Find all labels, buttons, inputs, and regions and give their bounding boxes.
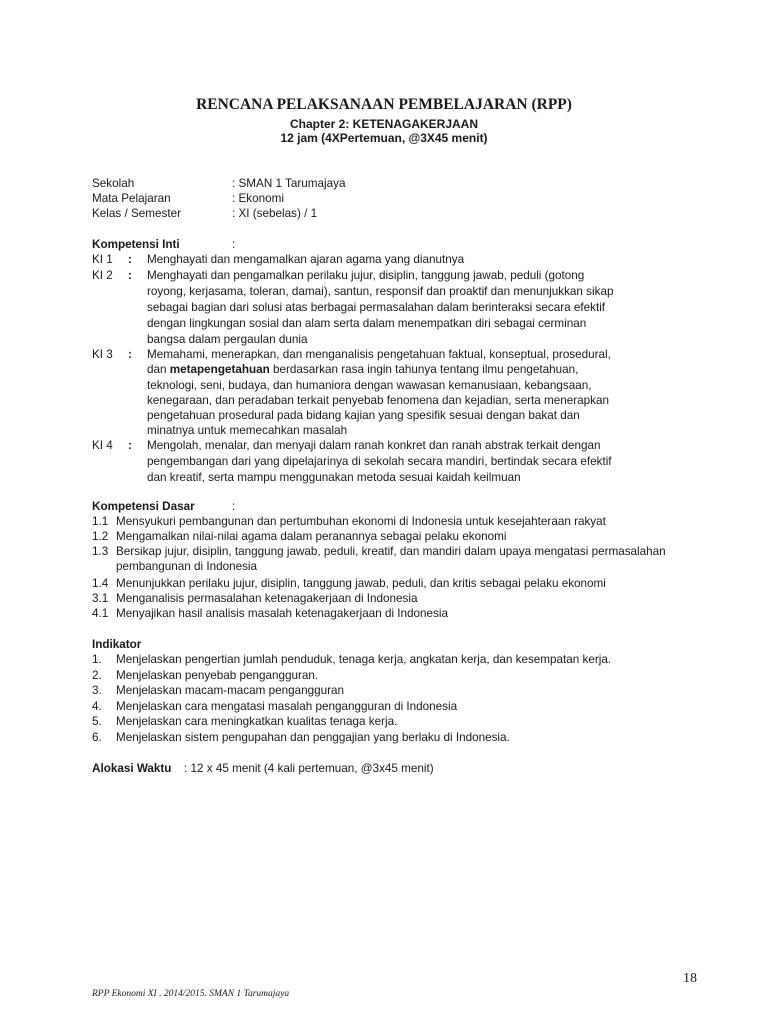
ki-code: KI 3 <box>92 348 113 361</box>
document-title: RENCANA PELAKSANAAN PEMBELAJARAN (RPP) <box>196 96 572 113</box>
indikator-text: Menjelaskan macam-macam pengangguran <box>116 684 345 697</box>
ki-text-line: dengan lingkungan sosial dan alam serta dalam menempatkan diri sebagai cerminan <box>147 317 587 330</box>
kd-number: 1.1 <box>92 515 109 528</box>
ki-separator: : <box>128 253 132 266</box>
indikator-number: 4. <box>92 700 102 713</box>
ki-text-line <box>147 362 578 377</box>
indikator-number: 3. <box>92 684 102 697</box>
ki-text-line: Mengolah, menalar, dan menyaji dalam ranah konkret dan ranah abstrak terkait dengan <box>147 439 601 452</box>
indikator-number: 2. <box>92 669 102 682</box>
indikator-text: Menjelaskan cara mengatasi masalah pengangguran di Indonesia <box>116 700 458 713</box>
ki-text-line: Menghayati dan mengamalkan ajaran agama yang dianutnya <box>147 253 465 266</box>
ki-text-line: bangsa dalam pergaulan dunia <box>147 333 308 346</box>
indikator-text: Menjelaskan penyebab pengangguran. <box>116 669 319 682</box>
ki-text-line: pengetahuan prosedural pada bidang kajian yang spesifik sesuai dengan bakat dan <box>147 409 580 422</box>
page-number: 18 <box>683 971 697 986</box>
identity-value: : SMAN 1 Tarumajaya <box>232 177 346 190</box>
identity-value: : Ekonomi <box>232 192 284 205</box>
kd-number: 1.3 <box>92 545 109 558</box>
kd-text: Mensyukuri pembangunan dan pertumbuhan ekonomi di Indonesia untuk kesejahteraan rakyat <box>116 515 606 528</box>
ki-code: KI 1 <box>92 253 113 266</box>
kd-number: 3.1 <box>92 592 109 605</box>
identity-label: Kelas / Semester <box>92 207 181 220</box>
ki-text-line: sebagai bagian dari solusi atas berbagai permasalahan dalam berinteraksi secara efektif <box>147 301 606 314</box>
ki-text-line: pengembangan dari yang dipelajarinya di sekolah secara mandiri, bertindak secara efektif <box>147 455 612 468</box>
ki-heading-colon: : <box>232 238 236 251</box>
identity-value: : XI (sebelas) / 1 <box>232 207 318 220</box>
kd-text: Mengamalkan nilai-nilai agama dalam peranannya sebagai pelaku ekonomi <box>116 530 507 543</box>
kd-text-continuation: pembangunan di Indonesia <box>116 560 258 573</box>
kd-heading-colon: : <box>232 500 236 513</box>
kd-text: Menyajikan hasil analisis masalah ketenagakerjaan di Indonesia <box>116 607 448 620</box>
indikator-number: 6. <box>92 731 102 744</box>
ki-text-line: kenegaraan, dan peradaban terkait penyebab fenomena dan kejadian, serta menerapkan <box>147 394 609 407</box>
kd-number: 1.4 <box>92 577 109 590</box>
indikator-heading: Indikator <box>92 638 142 651</box>
ki-text-line: Menghayati dan pengamalkan perilaku jujur, disiplin, tanggung jawab, peduli (gotong <box>147 269 585 282</box>
ki-heading: Kompetensi Inti <box>92 238 180 251</box>
ki-bold-term: metapengetahuan <box>169 363 270 376</box>
indikator-text: Menjelaskan sistem pengupahan dan penggajian yang berlaku di Indonesia. <box>116 731 510 744</box>
identity-label: Mata Pelajaran <box>92 192 171 205</box>
ki-text-prefix: dan <box>147 363 170 376</box>
ki-code: KI 2 <box>92 269 113 282</box>
alokasi-value: : 12 x 45 menit (4 kali pertemuan, @3x45 menit) <box>184 762 434 775</box>
page-footer: RPP Ekonomi XI . 2014/2015. SMAN 1 Tarumajaya <box>92 989 290 999</box>
ki-text-line: royong, kerjasama, toleran, damai), santun, responsif dan proaktif dan menunjukkan sikap <box>147 285 614 298</box>
kd-number: 4.1 <box>92 607 109 620</box>
ki-separator: : <box>128 439 132 452</box>
ki-text-line: teknologi, seni, budaya, dan humaniora dengan wawasan kemanusiaan, kebangsaan, <box>147 379 592 392</box>
ki-separator: : <box>128 348 132 361</box>
ki-code: KI 4 <box>92 439 113 452</box>
indikator-number: 1. <box>92 653 102 666</box>
kd-heading: Kompetensi Dasar <box>92 500 195 513</box>
ki-text-rest: berdasarkan rasa ingin tahunya tentang ilmu pengetahuan, <box>273 363 579 376</box>
ki-text-line: dan kreatif, serta mampu menggunakan metoda sesuai kaidah keilmuan <box>147 471 521 484</box>
kd-text: Menganalisis permasalahan ketenagakerjaan di Indonesia <box>116 592 418 605</box>
indikator-number: 5. <box>92 715 102 728</box>
indikator-text: Menjelaskan pengertian jumlah penduduk, tenaga kerja, angkatan kerja, dan kesempatan kerja. <box>116 653 612 666</box>
chapter-subtitle: Chapter 2: KETENAGAKERJAAN <box>289 117 479 131</box>
kd-number: 1.2 <box>92 530 109 543</box>
kd-text: Bersikap jujur, disiplin, tanggung jawab, peduli, kreatif, dan mandiri dalam upaya mengatasi permasalahan <box>116 545 666 558</box>
ki-text-line: Memahami, menerapkan, dan menganalisis pengetahuan faktual, konseptual, prosedural, <box>147 348 611 361</box>
ki-separator: : <box>128 269 132 282</box>
kd-text: Menunjukkan perilaku jujur, disiplin, tanggung jawab, peduli, dan kritis sebagai pelaku ekonomi <box>116 577 606 590</box>
alokasi-label: Alokasi Waktu <box>92 762 172 775</box>
ki-text-line: minatnya untuk memecahkan masalah <box>147 424 348 437</box>
duration-subtitle: 12 jam (4XPertemuan, @3X45 menit) <box>280 131 488 145</box>
identity-label: Sekolah <box>92 177 135 190</box>
indikator-text: Menjelaskan cara meningkatkan kualitas tenaga kerja. <box>116 715 398 728</box>
